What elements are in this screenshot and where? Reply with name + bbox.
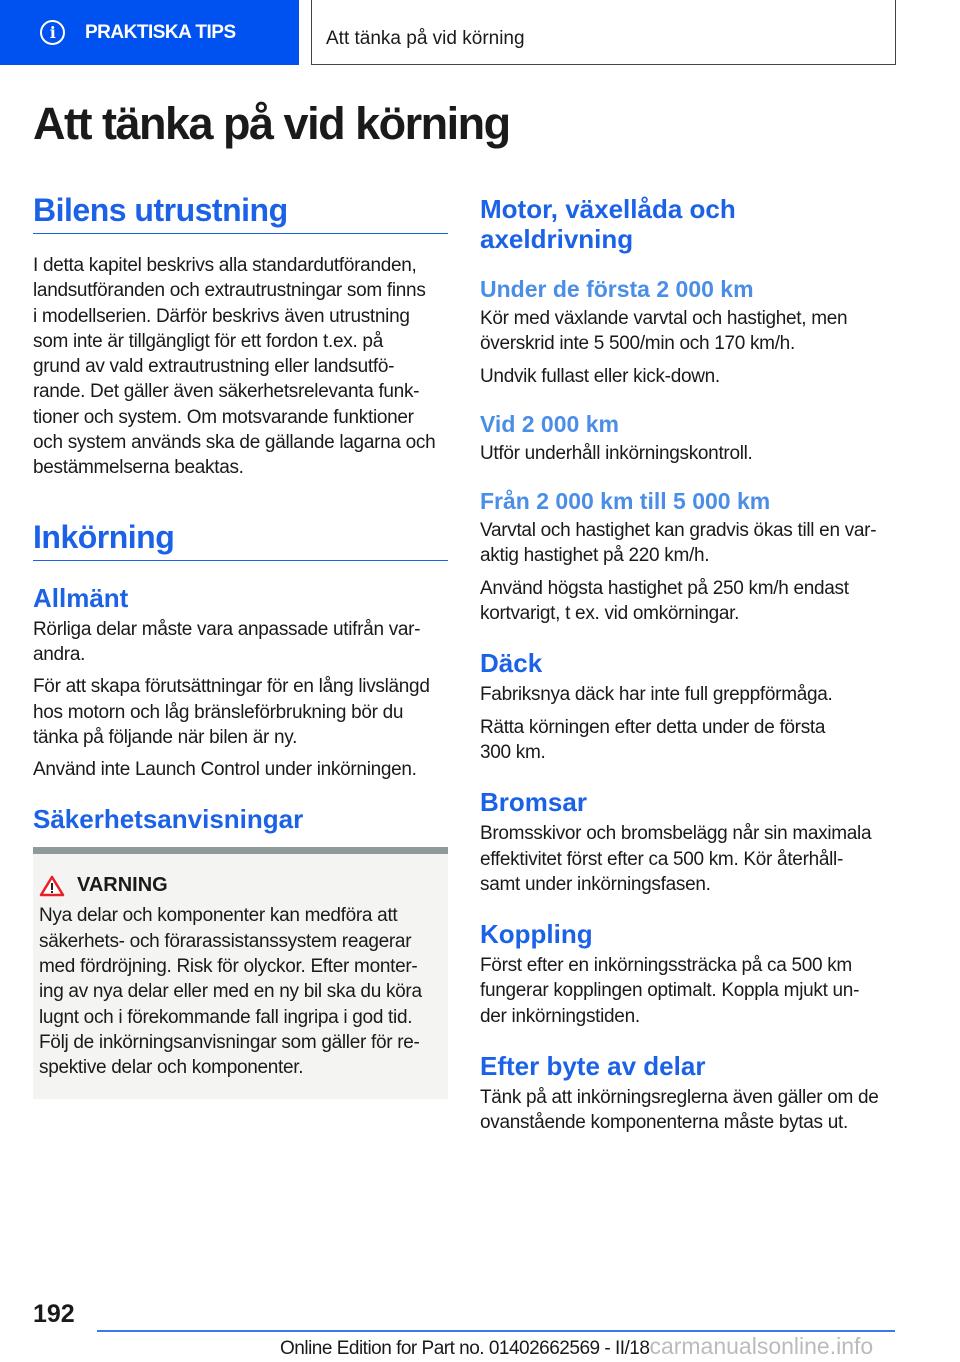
left-column	[33, 192, 448, 1099]
paragraph: För att skapa förutsättningar för en lång livslängd hos motorn och låg bränsleförbrukning bör du tänka på följande när bilen är ny.	[33, 676, 430, 748]
heading-dack: Däck	[480, 648, 543, 679]
heading-efter-byte: Efter byte av delar	[480, 1051, 706, 1082]
heading-inkorning: Inkörning	[33, 519, 448, 561]
paragraph: Använd högsta hastighet på 250 km/h endast kortvarigt, t ex. vid omkörningar.	[480, 577, 849, 625]
heading-at-2000: Vid 2 000 km	[480, 410, 619, 437]
breadcrumb: Att tänka på vid körning	[311, 0, 896, 65]
paragraph: Kör med växlande varvtal och hastighet, men överskrid inte 5 500/min och 170 km/h.	[480, 308, 848, 355]
heading-bromsar: Bromsar	[480, 787, 587, 818]
section-tab-label: PRAKTISKA TIPS	[85, 21, 236, 43]
info-icon: i	[40, 20, 65, 45]
page-number: 192	[33, 1300, 75, 1328]
heading-first-2000: Under de första 2 000 km	[480, 276, 754, 302]
paragraph: Fabriksnya däck har inte full greppförmåga.	[480, 684, 833, 706]
paragraph: Rätta körningen efter detta under de första 300 km.	[480, 716, 826, 763]
paragraph: Undvik fullast eller kick-down.	[480, 365, 720, 387]
footer-text	[280, 1333, 873, 1360]
paragraph: Varvtal och hastighet kan gradvis ökas till en var- aktig hastighet på 220 km/h.	[480, 520, 877, 567]
paragraph: Rörliga delar måste vara anpassade utifrån var- andra.	[33, 618, 421, 665]
warning-box	[33, 847, 448, 1098]
footer-divider	[97, 1330, 895, 1332]
warning-label: VARNING	[77, 874, 168, 897]
edition-text: Online Edition for Part no. 01402662569 - II/18	[280, 1338, 650, 1359]
paragraph: I detta kapitel beskrivs alla standardutföranden, landsutföranden och extrautrustningar som finns i modellserien. Därför beskrivs även utrustning som inte är tillgängligt för ett fordon t.ex. på grund av vald extrautrustning eller landsutfö- rande. Det gäller även säkerhetsrelevanta funk- tioner och system. Om motsvarande funktioner och system används ska de gällande lagarna och bestämmelserna beaktas.	[33, 255, 436, 479]
paragraph: Utför underhåll inkörningskontroll.	[480, 442, 753, 464]
heading-2000-5000: Från 2 000 km till 5 000 km	[480, 488, 771, 515]
paragraph: Bromsskivor och bromsbelägg når sin maximala effektivitet först efter ca 500 km. Kör återhåll- samt under inkörningsfasen.	[480, 823, 872, 895]
paragraph: Först efter en inkörningssträcka på ca 500 km fungerar kopplingen optimalt. Koppla mjukt un- der inkörningstiden.	[480, 955, 860, 1027]
heading-bilens-utrustning: Bilens utrustning	[33, 192, 448, 234]
page-title: Att tänka på vid körning	[33, 98, 510, 149]
heading-koppling: Koppling	[480, 919, 593, 950]
warning-triangle-icon	[39, 875, 65, 897]
heading-sakerhetsanvisningar: Säkerhetsanvisningar	[33, 804, 304, 835]
paragraph: Använd inte Launch Control under inkörningen.	[33, 759, 417, 781]
watermark: carmanualsonline.info	[649, 1333, 874, 1359]
heading-allmant: Allmänt	[33, 582, 129, 613]
paragraph: Tänk på att inkörningsreglerna även gäller om de ovanstående komponenterna måste bytas ut.	[480, 1087, 879, 1134]
heading-motor: Motor, växellåda och axeldrivning	[480, 194, 736, 254]
warning-text: Nya delar och komponenter kan medföra att säkerhets- och förarassistanssystem reagerar med fördröjning. Risk för olyckor. Efter monter- ing av nya delar eller med en ny bil ska du köra lugnt och i förekommande fall ingripa i god tid. Följ de inkörningsanvisningar som gäller för re- spektive delar och komponenter.	[39, 905, 422, 1079]
section-tab[interactable]	[0, 0, 299, 65]
right-column	[480, 194, 895, 1136]
